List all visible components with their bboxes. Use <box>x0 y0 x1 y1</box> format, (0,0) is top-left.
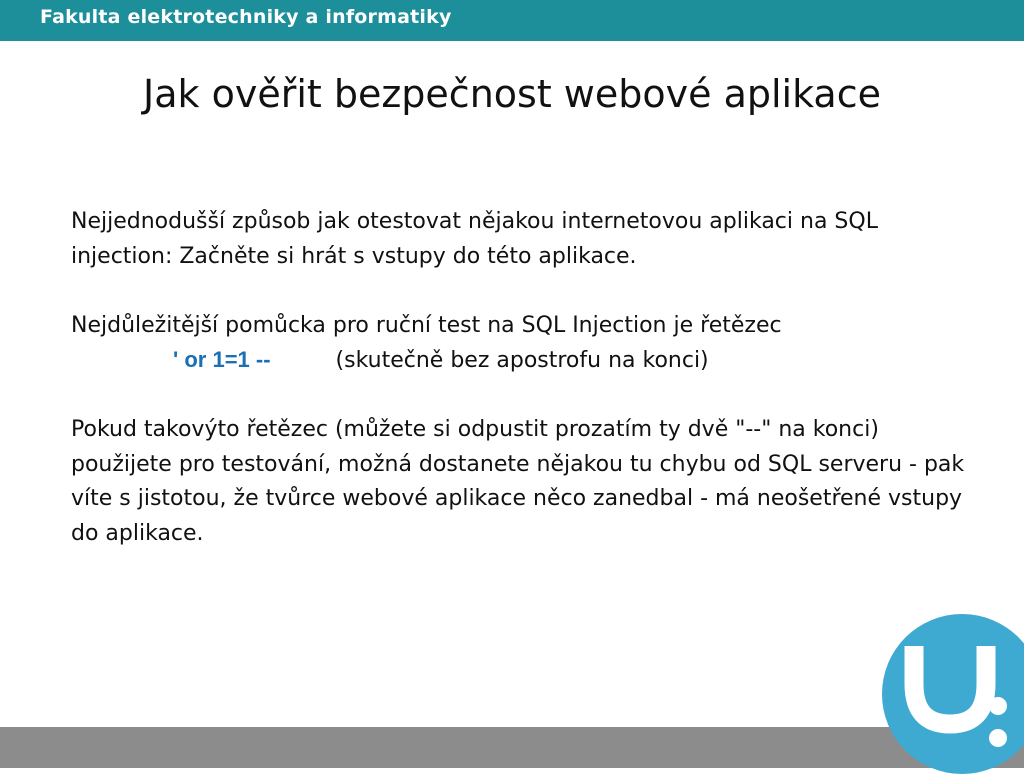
header-bar <box>0 0 1024 41</box>
paragraph-gap <box>71 379 971 414</box>
footer-bar <box>0 727 1024 768</box>
faculty-name: Fakulta elektrotechniky a informatiky <box>40 6 452 28</box>
slide-title: Jak ověřit bezpečnost webové aplikace <box>143 72 881 116</box>
paragraph-result: Pokud takovýto řetězec (můžete si odpustit prozatím ty dvě "--" na konci) použijete pro testování, možná dostanete nějakou tu chybu od SQL serveru - pak víte s jistotou, že tvůrce webové aplikace něco zanedbal - má neošetřené vstupy do aplikace. <box>71 417 965 546</box>
paragraph-gap <box>71 274 971 309</box>
code-line <box>71 343 971 379</box>
university-u-logo-icon <box>882 614 1024 774</box>
paragraph-intro: Nejjednodušší způsob jak otestovat nějakou internetovou aplikaci na SQL injection: Začněte si hrát s vstupy do této aplikace. <box>71 209 878 269</box>
paragraph-tool: Nejdůležitější pomůcka pro ruční test na SQL Injection je řetězec <box>71 312 782 338</box>
slide-body <box>71 205 971 551</box>
sql-injection-string: ' or 1=1 -- <box>173 347 271 372</box>
code-note: (skutečně bez apostrofu na konci) <box>335 348 709 373</box>
